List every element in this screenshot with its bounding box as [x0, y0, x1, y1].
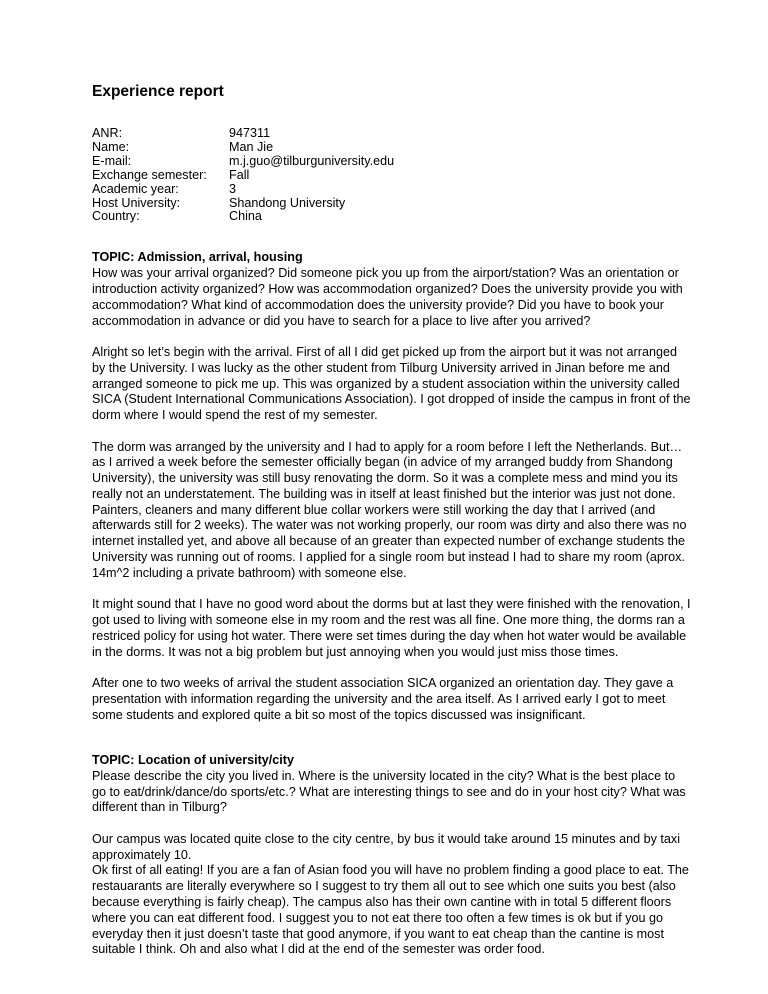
section-location-university-city: [92, 753, 692, 958]
info-label: ANR:: [92, 126, 123, 140]
info-value: m.j.guo@tilburguniversity.edu: [229, 153, 395, 168]
info-value: China: [229, 209, 262, 224]
document-title: Experience report: [92, 83, 224, 100]
info-row: [92, 197, 394, 211]
body-paragraph: After one to two weeks of arrival the student association SICA organized an orientation day. They gave a presentation with information regarding the university and the area itself. As I arrived early I got to meet some students and explored quite a bit so most of the topics discussed was insignificant.: [92, 676, 674, 722]
section-heading: TOPIC: Location of university/city: [92, 753, 294, 768]
info-row: [92, 141, 394, 155]
info-row: [92, 169, 394, 183]
body-paragraph: Alright so let’s begin with the arrival. First of all I did get picked up from the airport but it was not arranged by the University. I was lucky as the other student from Tilburg University arrived in Jinan before me and arranged someone to pick me up. This was organized by a student association within the university called SICA (Student International Communications Association). I got dropped of inside the campus in front of the dorm where I would spend the rest of my semester.: [92, 344, 691, 423]
info-value: Man Jie: [229, 139, 274, 154]
info-label: E-mail:: [92, 153, 132, 168]
info-row: [92, 155, 394, 169]
info-value: Fall: [229, 167, 250, 182]
info-label: Exchange semester:: [92, 167, 207, 182]
section-heading: TOPIC: Admission, arrival, housing: [92, 250, 303, 265]
body-paragraph: It might sound that I have no good word about the dorms but at last they were finished with the renovation, I got used to living with someone else in my room and the rest was all fine. One more thing, the dorms ran a restriced policy for using hot water. There were set times during the day when hot water would be available in the dorms. It was not a big problem but just annoying when you would just miss those times.: [92, 597, 691, 659]
body-paragraph: The dorm was arranged by the university and I had to apply for a room before I left the Netherlands. But… as I arrived a week before the semester officially began (in advice of my arranged buddy from Shandong University), the university was still busy renovating the dorm. So it was a complete mess and mind you its really not an understatement. The building was in itself at least finished but the interior was just not done. Painters, cleaners and many different blue collar workers were still working the day that I arrived (and afterwards still for 2 weeks). The water was not working properly, our room was dirty and also there was no internet installed yet, and above all because of an greater than expected number of exchange students the University was running out of rooms. I applied for a single room but instead I had to share my room (aprox. 14m^2 including a private bathroom) with someone else.: [92, 439, 687, 580]
info-row: [92, 210, 394, 224]
info-row: [92, 127, 394, 141]
section-spacer: [92, 739, 692, 753]
student-info-table: [92, 127, 394, 224]
section-admission-arrival-housing: [92, 250, 692, 723]
info-label: Name:: [92, 139, 130, 154]
section-question: How was your arrival organized? Did someone pick you up from the airport/station? Was an orientation or introduction activity organized? How was accommodation organized? Does the university provide you with accommodation? What kind of accommodation does the university provide? Did you have to book your accommodation in advance or did you have to search for a place to live after you arrived?: [92, 266, 683, 328]
body-paragraph: Our campus was located quite close to the city centre, by bus it would take around 15 minutes and by taxi approximately 10.: [92, 831, 681, 862]
section-question: Please describe the city you lived in. Where is the university located in the city? What is the best place to go to eat/drink/dance/do sports/etc.? What are interesting things to see and do in your host city? What was different than in Tilburg?: [92, 768, 686, 815]
info-label: Academic year:: [92, 181, 179, 196]
info-row: [92, 183, 394, 197]
info-value: 3: [229, 181, 237, 196]
info-value: 947311: [229, 126, 271, 140]
body-paragraph: Ok first of all eating! If you are a fan of Asian food you will have no problem finding a good place to eat. The restauarants are literally everywhere so I suggest to try them all out to see which one suits you best (also because everything is fairly cheap). The campus also has their own cantine with in total 5 different floors where you can eat different food. I suggest you to not eat there too often a few times is ok but if you go everyday then it just doesn’t taste that good anymore, if you want to eat cheap than the cantine is most suitable I think. Oh and also what I did at the end of the semester was order food.: [92, 863, 689, 957]
info-value: Shandong University: [229, 195, 346, 210]
info-label: Country:: [92, 209, 140, 224]
document-page: [92, 82, 692, 974]
info-label: Host University:: [92, 195, 181, 210]
